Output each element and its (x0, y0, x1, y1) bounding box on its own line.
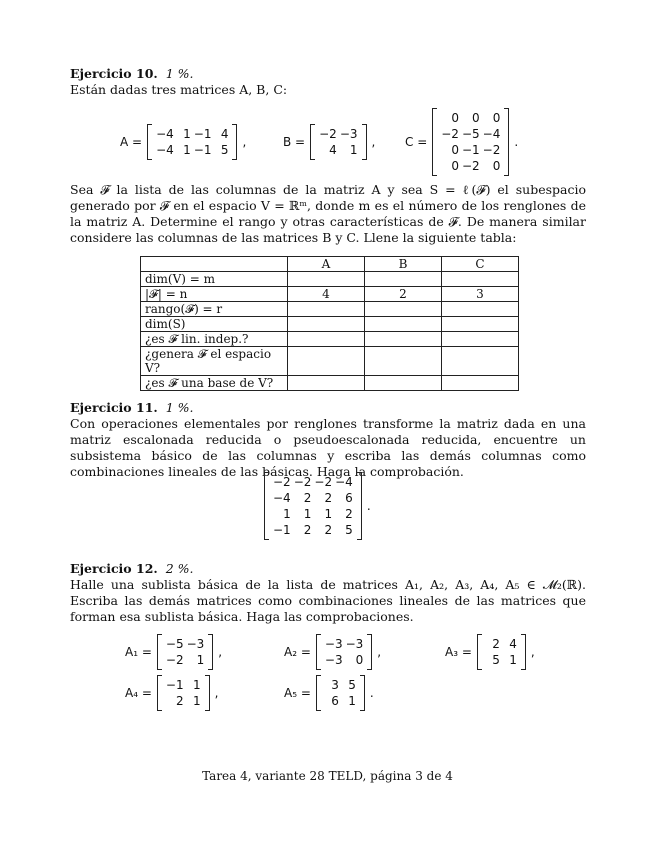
matrix-entry: 2 (324, 523, 333, 537)
matrix-entry: −2 (165, 653, 184, 667)
matrix-entry: 2 (324, 491, 333, 505)
matrix-entry: 3 (331, 678, 339, 692)
matrix-entry: 4 (220, 127, 229, 141)
exercise-10-body: Sea 𝓕 la lista de las columnas de la matriz A y sea S = ℓ(𝓕) el subespacio generado por 𝓕 en el espacio V = ℝᵐ, donde m es el número de los renglones de la matriz A. Determine el rango y otras características de 𝓕. De manera similar considere las columnas de las matrices B y C. Llene la siguiente tabla: (70, 182, 586, 245)
matrix-body (432, 108, 509, 176)
matrix-entry: 6 (331, 694, 339, 708)
matrix-body (310, 124, 366, 160)
matrix-label: A = (120, 135, 143, 149)
matrix-label: A₃ = (445, 645, 472, 659)
table-row-label: ¿es 𝓕 una base de V? (141, 376, 288, 391)
matrix-entry: −5 (461, 127, 480, 141)
table-cell[interactable] (288, 317, 365, 332)
table-cell[interactable] (288, 302, 365, 317)
table-cell[interactable]: 3 (442, 287, 519, 302)
matrix-entry: −3 (186, 637, 205, 651)
matrix-body (316, 634, 372, 670)
matrix-entry: −1 (461, 143, 480, 157)
exercise-12-heading (70, 561, 586, 577)
matrix-entry: 2 (345, 507, 353, 521)
table-row (141, 302, 519, 317)
matrix-entries (152, 124, 232, 160)
matrix-entry: −1 (273, 523, 291, 537)
exercise-11-heading (70, 400, 586, 416)
matrix-entry: −2 (461, 159, 480, 173)
right-bracket (360, 675, 365, 711)
table-row (141, 332, 519, 347)
matrix-label: C = (405, 135, 428, 149)
matrix-body (147, 124, 237, 160)
matrix-body (316, 675, 365, 711)
table-cell[interactable]: 4 (288, 287, 365, 302)
exercise-12-body: Halle una sublista básica de la lista de matrices A₁, A₂, A₃, A₄, A₅ ∈ 𝓜₂(ℝ). Escriba las demás matrices como combinaciones lineales de las matrices que forman esa sublista básica. Haga las comprobaciones. (70, 577, 586, 624)
right-bracket (367, 634, 372, 670)
matrix-entry: 1 (349, 143, 358, 157)
table-row-label: rango(𝓕) = r (141, 302, 288, 317)
right-bracket (205, 675, 210, 711)
matrix-entry: −4 (156, 127, 174, 141)
matrix-entry: −4 (335, 475, 353, 489)
matrix-entries (315, 124, 361, 160)
table-cell[interactable] (442, 317, 519, 332)
matrix-entry: 5 (220, 143, 229, 157)
matrix-entry: −1 (165, 678, 184, 692)
right-bracket (232, 124, 237, 160)
matrix-entry: 6 (345, 491, 353, 505)
right-bracket (504, 108, 509, 176)
right-bracket (362, 124, 367, 160)
matrix-entry: 1 (183, 143, 191, 157)
matrix-label: B = (283, 135, 306, 149)
matrix-body (157, 634, 213, 670)
matrix-entry: 0 (472, 111, 480, 125)
table-row (141, 317, 519, 332)
matrix-entry: 1 (192, 694, 201, 708)
exercise-11-title: Ejercicio 11. (70, 400, 158, 415)
exercise-10-heading (70, 66, 586, 82)
table-cell[interactable] (442, 272, 519, 287)
matrix-entry: 4 (329, 143, 337, 157)
exercise-12-title: Ejercicio 12. (70, 561, 158, 576)
matrix-A (120, 124, 246, 160)
exercise-11-weight: 1 %. (165, 400, 194, 415)
matrix-entry: 2 (303, 491, 312, 505)
exercise-10 (70, 66, 586, 98)
matrix-entry: −4 (273, 491, 291, 505)
table-cell[interactable] (442, 376, 519, 391)
right-bracket (357, 472, 362, 540)
matrix-entry: 1 (348, 694, 356, 708)
page-footer: Tarea 4, variante 28 TELD, página 3 de 4 (202, 769, 453, 783)
table-cell[interactable] (365, 347, 442, 376)
matrix-entry: −5 (165, 637, 184, 651)
exercise-10-body-block (70, 182, 586, 246)
table-cell[interactable] (365, 302, 442, 317)
table-header-row (141, 257, 519, 272)
matrix-B (283, 124, 375, 160)
table-cell[interactable] (442, 302, 519, 317)
table-cell[interactable] (365, 317, 442, 332)
matrix-entry: −2 (482, 143, 501, 157)
exercise-11 (70, 400, 586, 480)
matrix-A3 (445, 634, 535, 670)
matrix-entry: 2 (303, 523, 312, 537)
matrix-entry: 0 (492, 111, 501, 125)
table-cell[interactable] (288, 332, 365, 347)
table-row-label: ¿es 𝓕 lin. indep.? (141, 332, 288, 347)
matrix-entries (162, 634, 208, 670)
matrix-entry: 4 (509, 637, 517, 651)
table-cell[interactable] (442, 332, 519, 347)
table-row (141, 347, 519, 376)
matrix-entry: 0 (451, 111, 459, 125)
matrix-entry: −2 (293, 475, 312, 489)
matrix-punctuation: , (530, 645, 535, 659)
matrix-punctuation: . (514, 135, 519, 149)
matrix-entry: 1 (509, 653, 517, 667)
matrix-entries (321, 675, 360, 711)
table-cell[interactable] (365, 376, 442, 391)
matrix-entry: 1 (283, 507, 291, 521)
matrix-entry: 0 (355, 653, 364, 667)
matrix-entry: −2 (319, 127, 337, 141)
matrix-entry: −4 (482, 127, 501, 141)
matrix-punctuation: , (377, 645, 382, 659)
matrix-A4 (125, 675, 218, 711)
table-header-cell: C (442, 257, 519, 272)
matrix-label: A₂ = (284, 645, 311, 659)
matrix-entry: 0 (451, 159, 459, 173)
matrix-label: A₁ = (125, 645, 152, 659)
matrix-entry: 2 (492, 637, 500, 651)
table-row-label: |𝓕| = n (141, 287, 288, 302)
table-cell[interactable]: 2 (365, 287, 442, 302)
matrix-entry: 1 (303, 507, 312, 521)
exercise-12 (70, 561, 586, 625)
matrix-entry: −1 (193, 143, 212, 157)
table-row (141, 376, 519, 391)
matrix-A1 (125, 634, 222, 670)
exercise-11-body: Con operaciones elementales por renglones transforme la matriz dada en una matriz escalonada reducida o pseudoescalonada reducida, encuentre un subsistema básico de las columnas y escriba las demás columnas como combinaciones lineales de las básicas. Haga la comprobación. (70, 416, 586, 479)
matrix-A2 (284, 634, 381, 670)
table-cell[interactable] (288, 347, 365, 376)
matrix-punctuation: . (366, 499, 371, 513)
matrix-body (264, 472, 362, 540)
exercise-10-intro: Están dadas tres matrices A, B, C: (70, 82, 288, 97)
table-header-cell: B (365, 257, 442, 272)
matrix-entry: −3 (324, 653, 343, 667)
matrix-entry: −2 (314, 475, 333, 489)
matrix-entry: 1 (183, 127, 191, 141)
matrix-punctuation: , (218, 645, 223, 659)
matrix-label: A₄ = (125, 686, 152, 700)
table-header-cell: A (288, 257, 365, 272)
matrix-A5 (284, 675, 374, 711)
table-cell[interactable] (442, 347, 519, 376)
matrix-body (477, 634, 526, 670)
table-row (141, 272, 519, 287)
matrix-ex11 (264, 472, 371, 540)
exercise-12-weight: 2 %. (165, 561, 194, 576)
matrix-entry: −1 (193, 127, 212, 141)
matrix-punctuation: , (242, 135, 247, 149)
matrix-entry: 5 (348, 678, 356, 692)
matrix-punctuation: . (369, 686, 374, 700)
matrix-entry: 0 (451, 143, 459, 157)
matrix-entry: 5 (345, 523, 353, 537)
matrix-entry: 5 (492, 653, 500, 667)
matrix-entries (269, 472, 357, 540)
matrix-entry: −3 (339, 127, 358, 141)
matrix-punctuation: , (214, 686, 219, 700)
matrix-entry: 0 (492, 159, 501, 173)
matrix-punctuation: , (371, 135, 376, 149)
right-bracket (208, 634, 213, 670)
table-cell[interactable] (365, 272, 442, 287)
matrix-entries (482, 634, 521, 670)
table-row-label: ¿genera 𝓕 el espacio V? (141, 347, 288, 376)
table-cell[interactable] (288, 272, 365, 287)
table-row (141, 287, 519, 302)
matrix-C (405, 108, 518, 176)
table-row-label: dim(S) (141, 317, 288, 332)
matrix-entry: 1 (324, 507, 333, 521)
matrix-entry: −2 (273, 475, 291, 489)
matrix-entry: −4 (156, 143, 174, 157)
matrix-entry: 1 (192, 678, 201, 692)
matrix-entries (162, 675, 205, 711)
matrix-entry: 2 (175, 694, 184, 708)
exercise-10-weight: 1 %. (165, 66, 194, 81)
matrix-entries (321, 634, 367, 670)
table-header-cell (141, 257, 288, 272)
matrix-entry: −3 (324, 637, 343, 651)
exercise-10-title: Ejercicio 10. (70, 66, 158, 81)
characteristics-table (140, 256, 519, 391)
table-cell[interactable] (365, 332, 442, 347)
table-cell[interactable] (288, 376, 365, 391)
matrix-label: A₅ = (284, 686, 311, 700)
matrix-entry: 1 (196, 653, 205, 667)
matrix-entries (437, 108, 504, 176)
right-bracket (521, 634, 526, 670)
matrix-entry: −3 (345, 637, 364, 651)
table-row-label: dim(V) = m (141, 272, 288, 287)
matrix-body (157, 675, 210, 711)
matrix-entry: −2 (441, 127, 459, 141)
